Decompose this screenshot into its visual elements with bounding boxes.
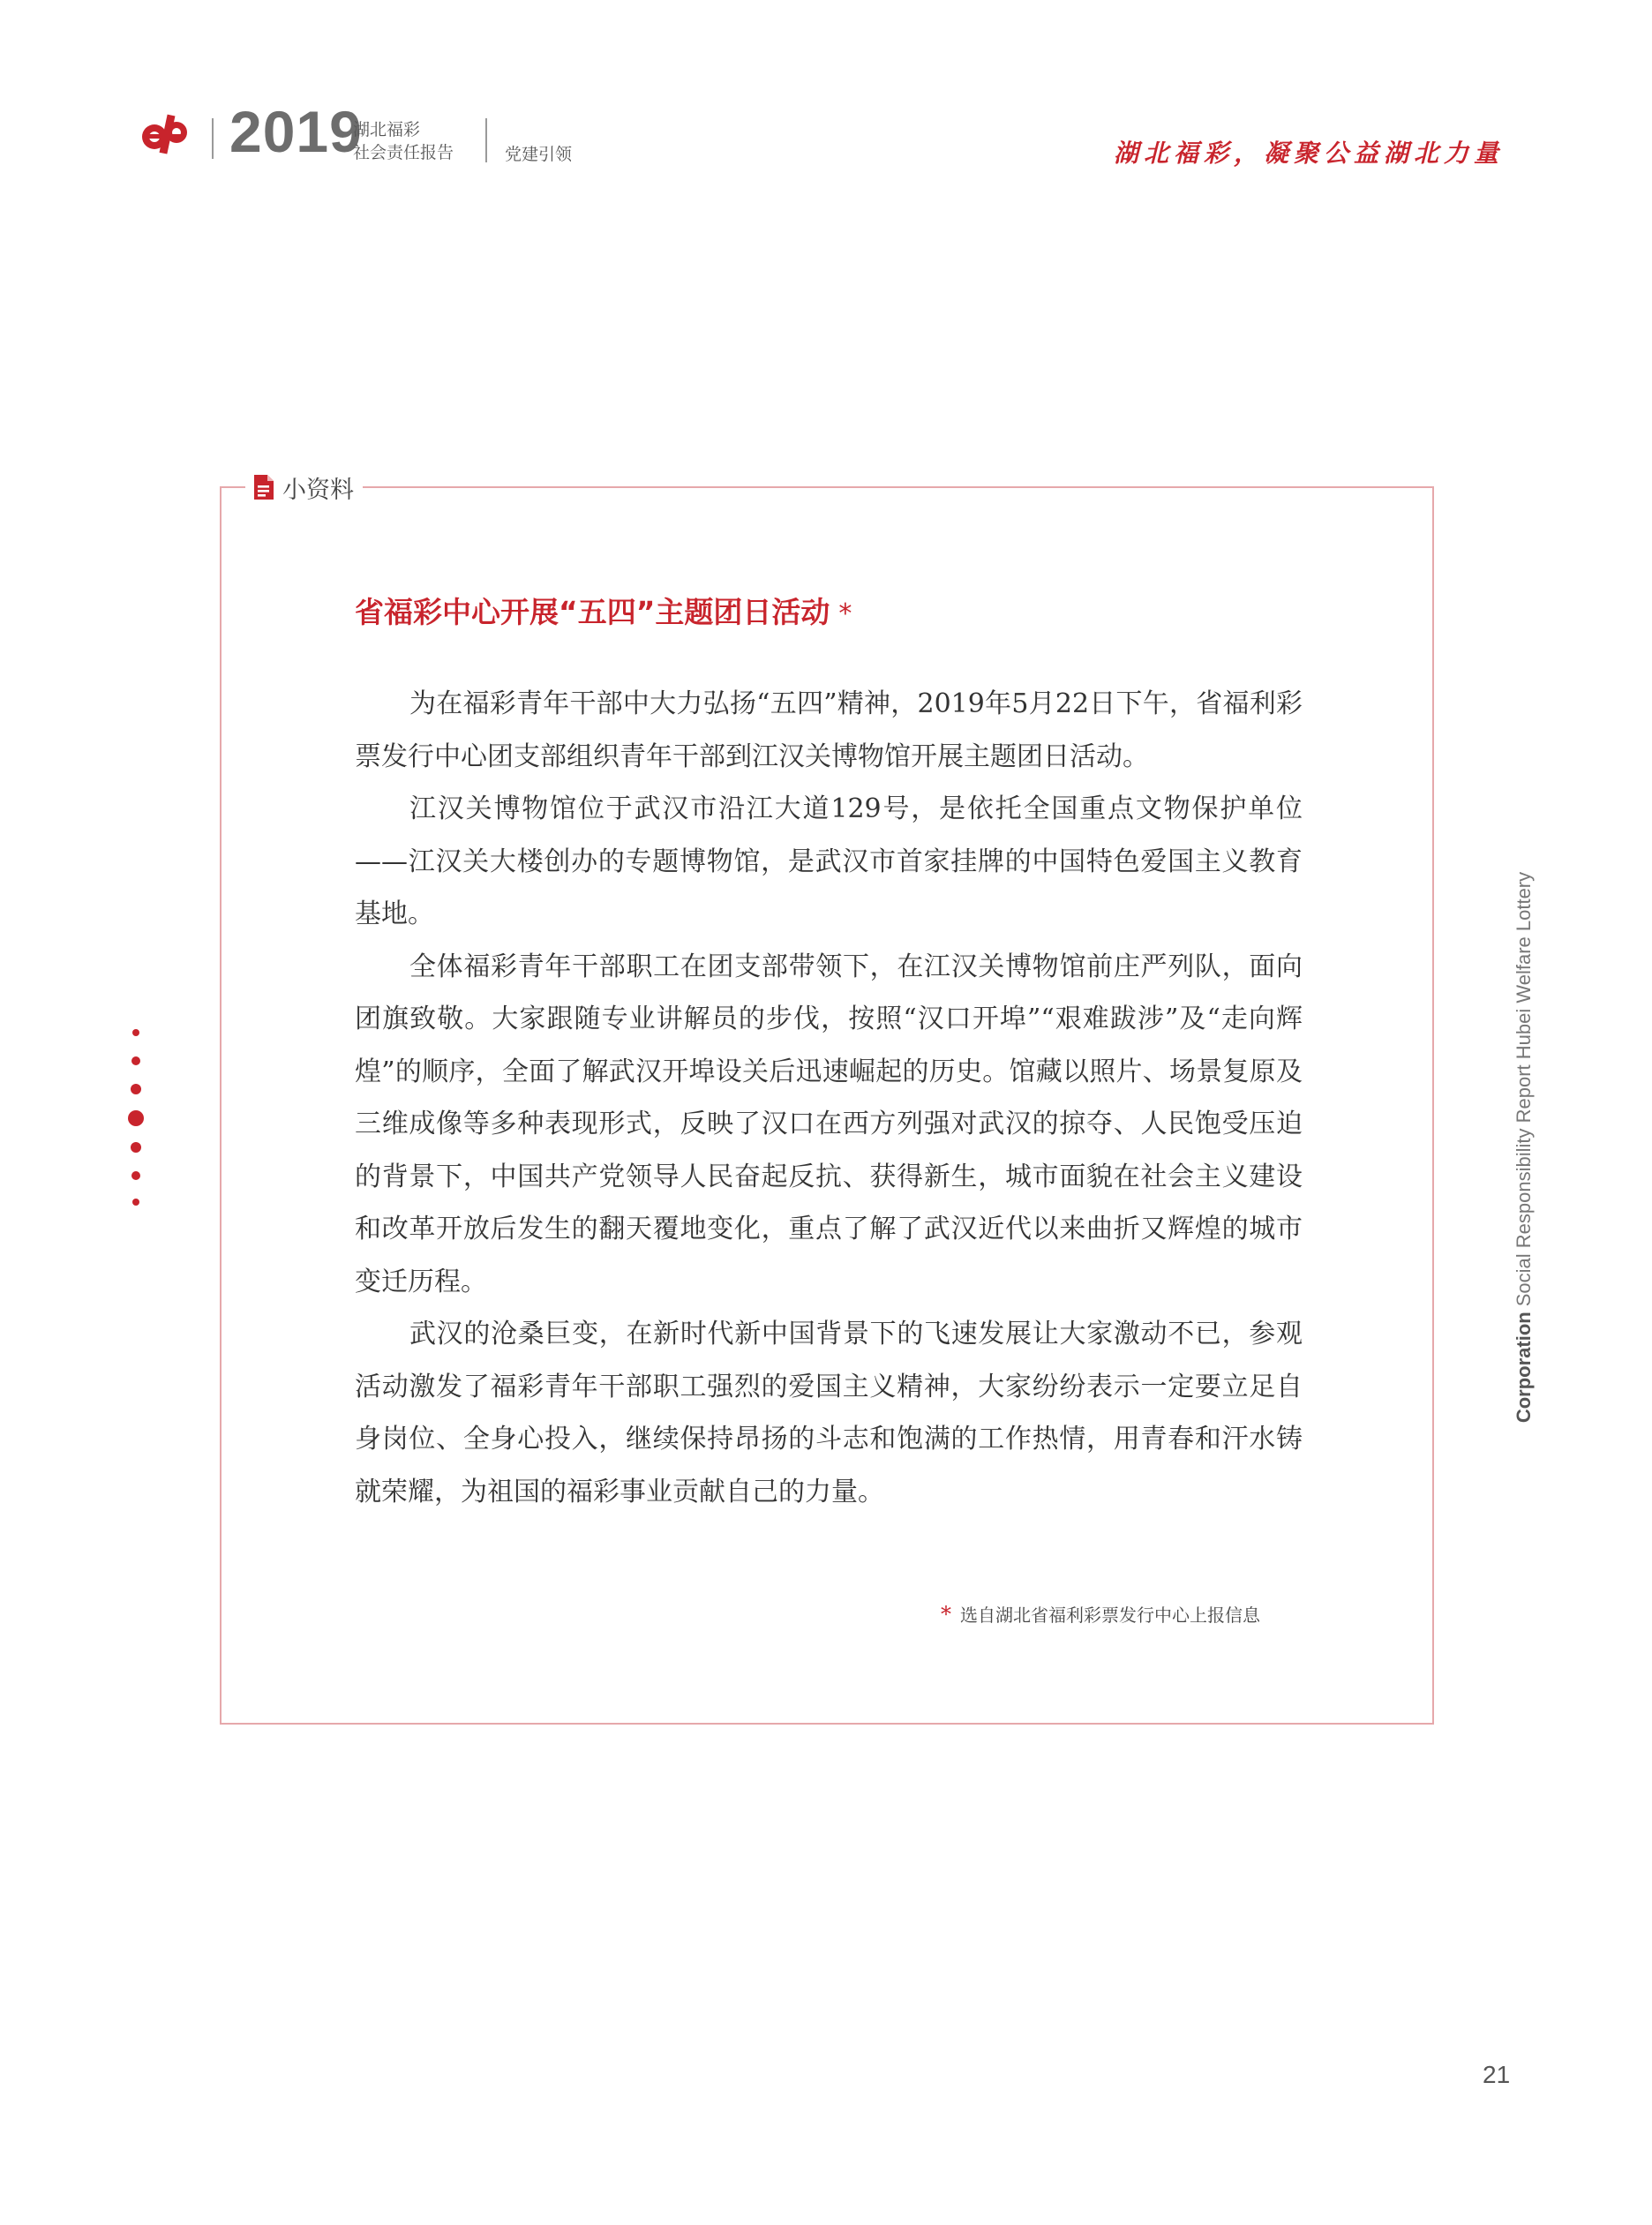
body-paragraph: 为在福彩青年干部中大力弘扬“五四”精神，2019年5月22日下午，省福利彩票发行中心团支部组织青年干部到江汉关博物馆开展主题团日活动。	[355, 688, 1303, 772]
progress-dot	[131, 1084, 141, 1094]
report-name-line2: 社会责任报告	[353, 143, 454, 162]
page-progress-dots	[0, 0, 176, 1236]
header-slogan: 湖北福彩，凝聚公益湖北力量	[1113, 139, 1504, 168]
article-title-text: 省福彩中心开展“五四”主题团日活动	[355, 595, 830, 629]
body-paragraph: 江汉关博物馆位于武汉市沿江大道129号，是依托全国重点文物保护单位——江汉关大楼创办的专题博物馆，是武汉市首家挂牌的中国特色爱国主义教育基地。	[355, 793, 1303, 929]
document-icon	[252, 474, 275, 500]
progress-dot	[131, 1056, 140, 1065]
progress-dot	[131, 1142, 141, 1153]
header-divider	[212, 118, 214, 159]
article-title	[355, 590, 852, 631]
progress-dot	[132, 1199, 139, 1206]
info-box-label: 小资料	[282, 476, 354, 504]
report-name-line1: 湖北福彩	[353, 120, 421, 139]
footnote-marker: *	[838, 598, 852, 629]
side-report-label	[1506, 856, 1542, 1439]
page-header	[0, 0, 1652, 177]
side-label-rest: Social Responsibility Report Hubei Welfare Lottery	[1513, 871, 1535, 1307]
source-note-marker: *	[941, 1602, 951, 1627]
side-label-bold: Corporation	[1513, 1312, 1535, 1424]
progress-dot	[132, 1029, 139, 1036]
progress-dot	[131, 1171, 140, 1180]
report-year: 2019	[229, 99, 363, 164]
body-paragraph: 武汉的沧桑巨变，在新时代新中国背景下的飞速发展让大家激动不已，参观活动激发了福彩青年干部职工强烈的爱国主义精神，大家纷纷表示一定要立足自身岗位、全身心投入，继续保持昂扬的斗志和饱满的工作热情，用青春和汗水铸就荣耀，为祖国的福彩事业贡献自己的力量。	[355, 1319, 1303, 1507]
section-name: 党建引领	[505, 145, 573, 164]
source-note-text: 选自湖北省福利彩票发行中心上报信息	[960, 1605, 1260, 1626]
report-name	[353, 118, 454, 164]
progress-dot-current	[128, 1110, 144, 1126]
header-divider	[485, 118, 487, 162]
source-note	[941, 1601, 1260, 1627]
page-number: 21	[1483, 2061, 1511, 2088]
article-body	[355, 678, 1303, 1518]
body-paragraph: 全体福彩青年干部职工在团支部带领下，在江汉关博物馆前庄严列队，面向团旗致敬。大家跟随专业讲解员的步伐，按照“汉口开埠”“艰难跋涉”及“走向辉煌”的顺序，全面了解武汉开埠设关后迅速崛起的历史。馆藏以照片、场景复原及三维成像等多种表现形式，反映了汉口在西方列强对武汉的掠夺、人民饱受压迫的背景下，中国共产党领导人民奋起反抗、获得新生，城市面貌在社会主义建设和改革开放后发生的翻天覆地变化，重点了解了武汉近代以来曲折又辉煌的城市变迁历程。	[355, 951, 1303, 1297]
info-box-tag	[245, 470, 363, 505]
